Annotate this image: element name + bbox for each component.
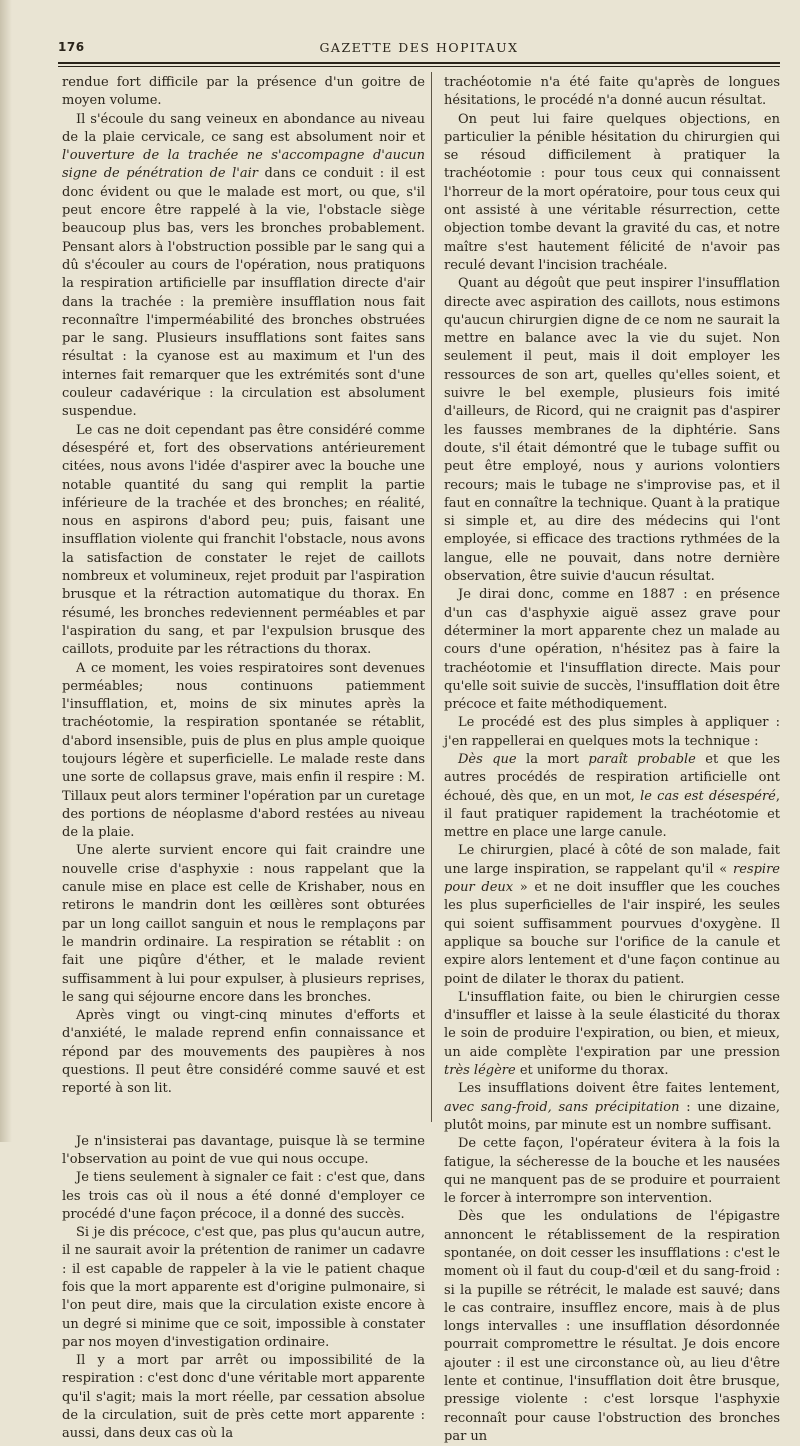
paragraph: Je n'insisterai pas davantage, puisque là se termine l'observation au point de vue qui nous occupe. (62, 1133, 425, 1167)
left-column (62, 74, 425, 1444)
paragraph: L'insufflation faite, ou bien le chirurgien cesse d'insuffler et laisse à la seule élasticité du thorax le soin de produire l'expiration, ou bien, et mieux, un aide complète l'expiration par une pression très légère et uniforme du thorax. (444, 989, 780, 1079)
emphasis: le cas est désespéré (640, 788, 776, 804)
emphasis: Dès que (458, 751, 517, 767)
right-column (444, 74, 780, 1446)
emphasis: respire pour deux (444, 861, 780, 896)
paragraph: Le procédé est des plus simples à appliquer : j'en rappellerai en quelques mots la technique : (444, 715, 780, 749)
paragraph: Quant au dégoût que peut inspirer l'insufflation directe avec aspiration des caillots, nous estimons qu'aucun chirurgien digne de ce nom ne saurait la mettre en balance avec la vie du sujet. Non seulement il peut, mais il doit employer les ressources de son art, quelles qu'elles soient, et suivre le bel exemple, plusieurs fois imité d'ailleurs, de Ricord, qui ne craignit pas d'aspirer les fausses membranes de la diphtérie. Sans doute, s'il était démontré que le tubage suffit ou peut être employé, nous y aurions volontiers recours; mais le tubage ne s'improvise pas, et il faut en connaître la technique. Quant à la pratique si simple et, au dire des médecins qui l'ont employée, si efficace des tractions rythmées de la langue, elle ne pouvait, dans notre dernière observation, être suivie d'aucun résultat. (444, 276, 780, 585)
paragraph: Je tiens seulement à signaler ce fait : c'est que, dans les trois cas où il nous a été donné d'employer ce procédé d'une façon précoce, il a donné des succès. (62, 1170, 425, 1222)
paragraph: Dès que la mort paraît probable et que les autres procédés de respiration artificielle ont échoué, dès que, en un mot, le cas est désespéré, il faut pratiquer rapidement la trachéotomie et mettre en place une large canule. (444, 751, 780, 841)
header-rule-thick (58, 62, 780, 64)
header-rule-thin (58, 66, 780, 67)
journal-title: GAZETTE DES HOPITAUX (319, 40, 519, 55)
page-edge-shadow (0, 0, 12, 1142)
paragraph: Après vingt ou vingt-cinq minutes d'efforts et d'anxiété, le malade reprend enfin connaissance et répond par des mouvements des paupières à nos questions. Il peut être considéré comme sauvé et est reporté à son lit. (62, 1008, 425, 1097)
paragraph: A ce moment, les voies respiratoires sont devenues perméables; nous continuons patiemment l'insufflation, et, moins de six minutes après la trachéotomie, la respiration spontanée se rétablit, d'abord insensible, puis de plus en plus ample quoique toujours légère et superficielle. Le malade reste dans une sorte de collapsus grave, mais enfin il respire : M. Tillaux peut alors terminer l'opération par un curetage des portions de néoplasme d'abord restées au niveau de la plaie. (62, 660, 425, 841)
paragraph: Le cas ne doit cependant pas être considéré comme désespéré et, fort des observations antérieurement citées, nous avons l'idée d'aspirer avec la bouche une notable quantité du sang qui remplit la partie inférieure de la trachée et des bronches; en réalité, nous en aspirons d'abord peu; puis, faisant une insufflation violente qui franchit l'obstacle, nous avons la satisfaction de constater le rejet de caillots nombreux et volumineux, rejet produit par l'aspiration brusque et la rétraction automatique du thorax. En résumé, les bronches redeviennent perméables et par l'aspiration du sang, et par l'expulsion brusque des caillots, produite par les rétractions du thorax. (62, 422, 425, 658)
paragraph: Dès que les ondulations de l'épigastre annoncent le rétablissement de la respiration spontanée, on doit cesser les insufflations : c'est le moment où il faut du coup-d'œil et du sang-froid : si la pupille se rétrécit, le malade est sauvé; dans le cas contraire, insufflez encore, mais à de plus longs intervalles : une insufflation désordonnée pourrait compromettre le résultat. Je dois encore ajouter : il est une circonstance où, au lieu d'être lente et continue, l'insufflation doit être brusque, pressige violente : c'est lorsque l'asphyxie reconnaît pour cause l'obstruction des bronches par un (444, 1209, 780, 1444)
paragraph: Si je dis précoce, c'est que, pas plus qu'aucun autre, il ne saurait avoir la prétention de ranimer un cadavre : il est capable de rappeler à la vie le patient chaque fois que la mort apparente est d'origine pulmonaire, si l'on peut dire, mais que la circulation existe encore à un degré si minime que ce soit, impossible à constater par nos moyen d'investigation ordinaire. (62, 1225, 425, 1350)
paragraph: Une alerte survient encore qui fait craindre une nouvelle crise d'asphyxie : nous rappelant que la canule mise en place est celle de Krishaber, nous en retirons le mandrin dont les œillères sont obturées par un long caillot sanguin et nous le remplaçons par le mandrin ordinaire. La respiration se rétablit : on fait une piqûre d'éther, et le malade revient suffisamment à lui pour expulser, à plusieurs reprises, le sang qui séjourne encore dans les bronches. (62, 843, 425, 1005)
paragraph: De cette façon, l'opérateur évitera à la fois la fatigue, la sécheresse de la bouche et les nausées qui ne manquent pas de se produire et pourraient le forcer à interrompre son intervention. (444, 1136, 780, 1207)
emphasis: l'ouverture de la trachée ne s'accompagne d'aucun signe de pénétration de l'air (62, 148, 425, 182)
paragraph: rendue fort difficile par la présence d'un goitre de moyen volume. (62, 75, 425, 109)
paragraph: Le chirurgien, placé à côté de son malade, fait une large inspiration, se rappelant qu'il « respire pour deux » et ne doit insuffler que les couches les plus superficielles de l'air inspiré, les seules qui soient suffisamment pourvues d'oxygène. Il applique sa bouche sur l'orifice de la canule et expire alors lentement et d'une façon continue au point de dilater le thorax du patient. (444, 843, 781, 987)
paragraph: Il y a mort par arrêt ou impossibilité de la respiration : c'est donc d'une véritable mort apparente qu'il s'agit; mais la mort réelle, par cessation absolue de la circulation, suit de près cette mort apparente : aussi, dans deux cas où la (62, 1353, 425, 1442)
column-divider (431, 72, 432, 1122)
page-header (58, 36, 780, 58)
paragraph: trachéotomie n'a été faite qu'après de longues hésitations, le procédé n'a donné aucun résultat. (444, 75, 780, 109)
paragraph: On peut lui faire quelques objections, en particulier la pénible hésitation du chirurgien qui se résoud difficilement à pratiquer la trachéotomie : pour tous ceux qui connaissent l'horreur de la mort opératoire, pour tous ceux qui ont assisté à une véritable résurrection, cette objection tombe devant la gravité du cas, et notre maître s'est hautement félicité de n'avoir pas reculé devant l'incision trachéale. (444, 111, 780, 273)
emphasis: paraît probable (588, 751, 696, 767)
page-number: 176 (58, 40, 85, 54)
paragraph: Il s'écoule du sang veineux en abondance au niveau de la plaie cervicale, ce sang est absolument noir et l'ouverture de la trachée ne s'accompagne d'aucun signe de pénétration de l'air dans ce conduit : il est donc évident ou que le malade est mort, ou que, s'il peut encore être rappelé à la vie, l'obstacle siège beaucoup plus bas, vers les bronches probablement. Pensant alors à l'obstruction possible par le sang qui a dû s'écouler au cours de l'opération, nous pratiquons la respiration artificielle par insufflation directe d'air dans la trachée : la première insufflation nous fait reconnaître l'imperméabilité des bronches obstruées par le sang. Plusieurs insufflations sont faites sans résultat : la cyanose est au maximum et l'un des internes fait remarquer que les extrémités sont d'une couleur cadavérique : la circulation est absolument suspendue. (62, 111, 425, 420)
paragraph: Les insufflations doivent être faites lentement, avec sang-froid, sans précipitation : une dizaine, plutôt moins, par minute est un nombre suffisant. (444, 1081, 781, 1133)
emphasis: très légère (444, 1063, 516, 1079)
paragraph: Je dirai donc, comme en 1887 : en présence d'un cas d'asphyxie aiguë assez grave pour déterminer la mort apparente chez un malade au cours d'une opération, n'hésitez pas à faire la trachéotomie et l'insufflation directe. Mais pour qu'elle soit suivie de succès, l'insufflation doit être précoce et faite méthodiquement. (444, 587, 780, 713)
emphasis: avec sang-froid, sans précipitation (444, 1099, 680, 1115)
